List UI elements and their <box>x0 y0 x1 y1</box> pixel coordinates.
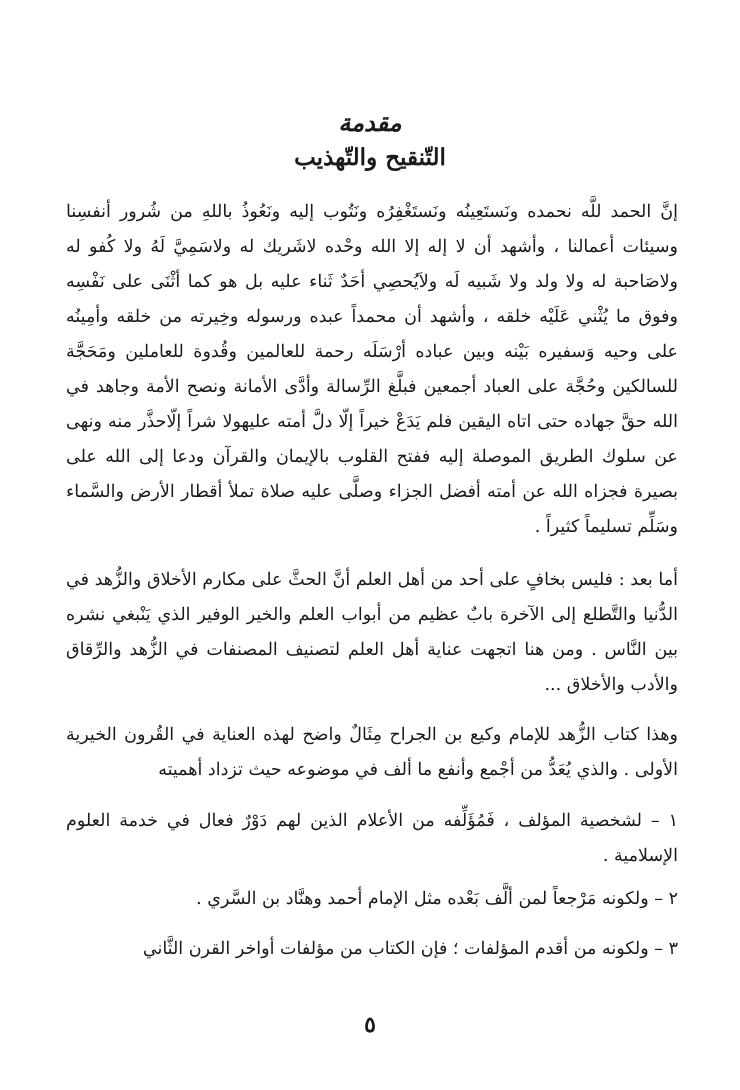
paragraph-book: وهذا كتاب الزُّهد للإمام وكيع بن الجراح مِثَالٌ واضح لهذه العناية في القُرون الخيرية الأولى . والذي يُعَدُّ من أجْمع وأنفع ما ألف في موضوعه حيث تزداد أهميته <box>66 725 678 780</box>
page-title: التّنقيح والتّهذيب <box>294 144 446 171</box>
list-item-1: ١ – لشخصية المؤلف ، فَمُؤَلِّفه من الأعلام الذين لهم دَوْرٌ فعال في خدمة العلوم الإسلامية . <box>66 811 678 866</box>
paragraph-intro: أما بعد : فليس بخافٍ على أحد من أهل العلم أنَّ الحثَّ على مكارم الأخلاق والزُّهد في الدُّنيا والتَّطلع إلى الآخرة بابٌ عظيم من أبواب العلم والخير الوفير الذي يَنْبغي نشره بين النَّاس . ومن هنا اتجهت عناية أهل العلم لتصنيف المصنفات في الزُّهد والرِّقاق والأدب والأخلاق ... <box>66 570 678 695</box>
list-item-3: ٣ – ولكونه من أقدم المؤلفات ؛ فإن الكتاب من مؤلفات أواخر القرن الثَّاني <box>142 939 678 959</box>
list-item-2: ٢ – ولكونه مَرْجعاً لمن ألَّف بَعْده مثل الإمام أحمد وهنَّاد بن السَّري . <box>196 889 678 909</box>
page-number: ٥ <box>364 1012 376 1038</box>
section-heading: مقدمة <box>338 108 402 137</box>
paragraph-praise: إنَّ الحمد للَّه نحمده ونَستَعِينُه ونَستَغْفِرُه ونَتُوب إليه ونَعُوذُ باللهِ من شُرور أنفسِنا وسيئات أعمالنا ، وأشهد أن لا إله إلا الله وحْده لاشَريك له ولاسَمِيَّ لَهُ ولا كُفو له ولاصَاحبة له ولا ولد ولا شَبيه لَه ولاَيُحصِي أحَدٌ ثَناء عليه بل هو كما أثْنَى على نَفْسِه وفوق ما يُثْني عَلَيْه خلقه ، وأشهد أن محمداً عبده ورسوله وخِيرته من خلقه وأمِينُه على وحيه وَسفيره بَيْنه وبين عباده أرْسَلَه رحمة للعالمين وقُدوة للعاملين ومَحَجَّة للسالكين وحُجَّة على العباد أجمعين فبلَّغ الرِّسالة وأدَّى الأمانة ونصح الأمة وجاهد في الله حقَّ جهاده حتى اتاه اليقين فلم يَدَعْ خيراً إلّا دلَّ أمته عليهولا شراً إلّاحذَّر منه ونهى عن سلوك الطريق الموصلة إليه ففتح القلوب بالإيمان والقرآن ودعا إلى الله على بصيرة فجزاه الله عن أمته أفضل الجزاء وصلَّى عليه صلاة تملأ أقطار الأرض والسَّماء وسَلِّم تسليماً كثيراً . <box>66 202 678 537</box>
